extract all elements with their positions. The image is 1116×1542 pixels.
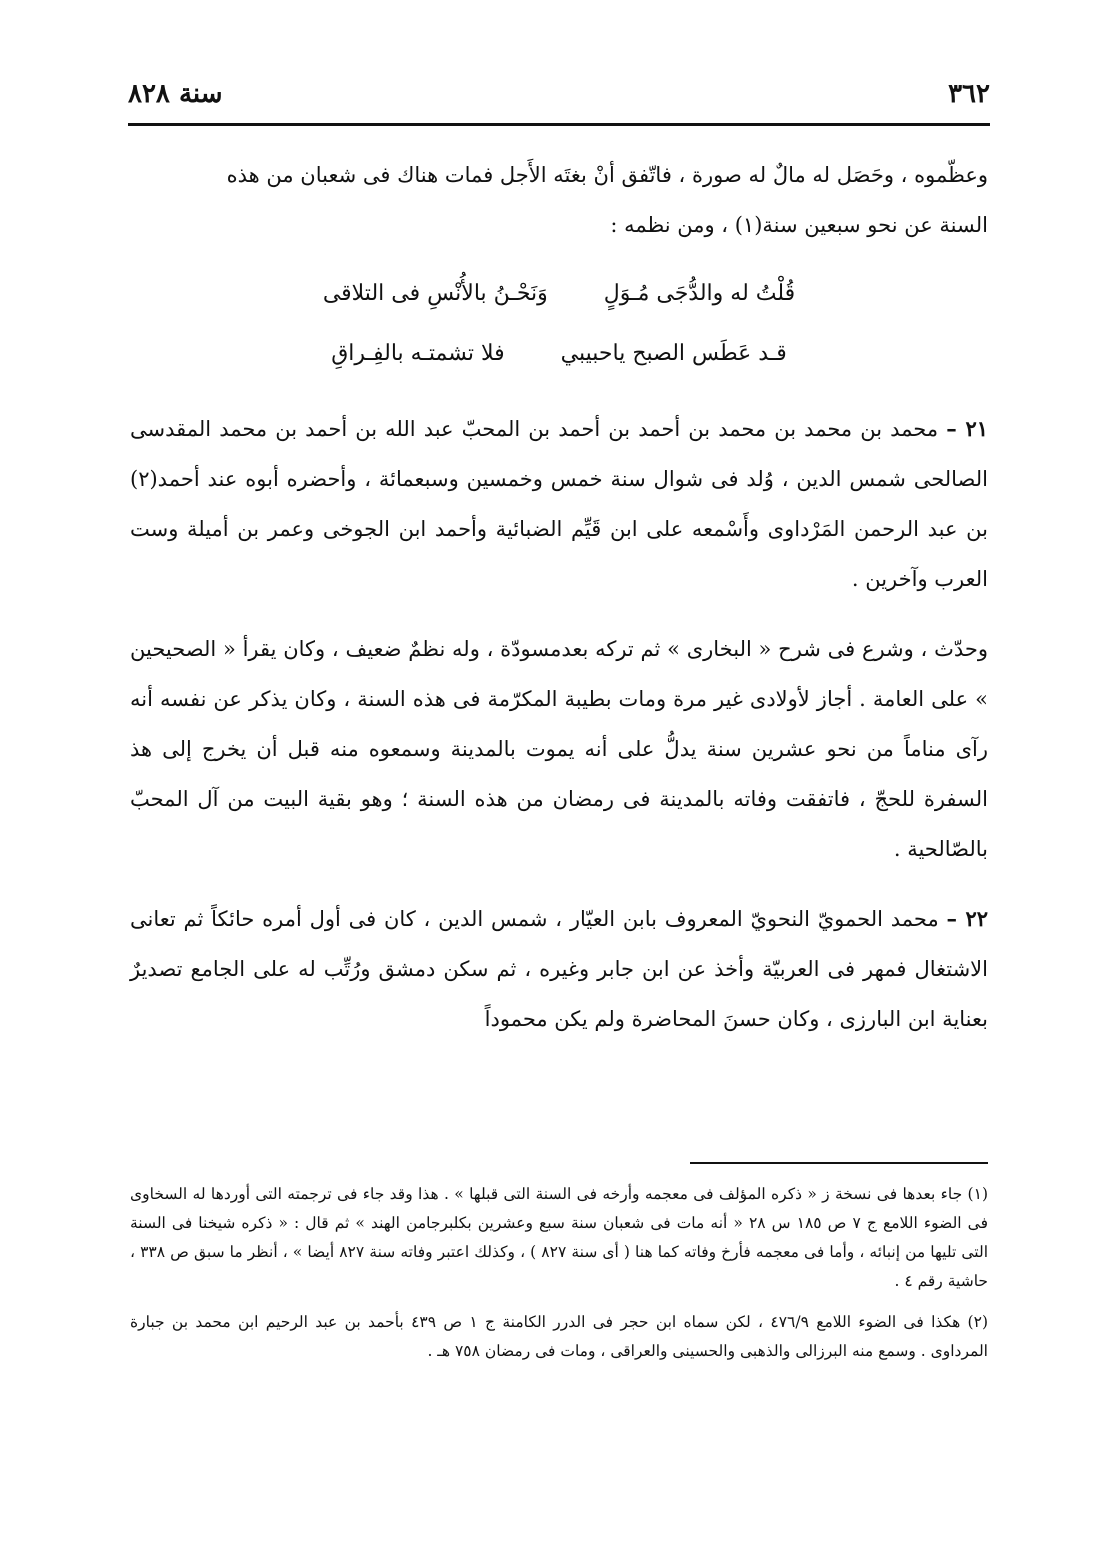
footnotes [130, 1180, 988, 1366]
header-rule [128, 123, 990, 126]
entry-22-paragraph-1 [130, 894, 988, 1044]
footnote-2: (٢) هكذا فى الضوء اللامع ٤٧٦/٩ ، لكن سماه ابن حجر فى الدرر الكامنة ج ١ ص ٤٣٩ بأحمد بن عبد الرحيم ابن محمد بن جبارة المرداوى . وسمع منه البرزالى والذهبى والحسينى والعراقى ، ومات فى رمضان ٧٥٨ هـ . [130, 1313, 988, 1360]
intro-line-1: وعظّموه ، وحَصَل له مالٌ له صورة ، فاتّفق أنْ بغتَه الأَجل فمات هناك فى شعبان من هذه [226, 163, 988, 187]
verse-hemistich-first: قـد عَطَس الصبح ياحبيبي [560, 341, 787, 366]
year-heading: سنة ٨٢٨ [128, 79, 223, 109]
entry-number: ٢٢ – [946, 906, 988, 931]
page-number: ٣٦٢ [948, 79, 990, 109]
entry-text: محمد بن محمد بن محمد بن أحمد بن أحمد بن المحبّ عبد الله بن أحمد بن محمد المقدسى الصالحى شمس الدين ، وُلد فى شوال سنة خمس وخمسين وسبعمائة ، وأحضره أبوه عند أحمد(٢) بن عبد الرحمن المَرْداوى وأَسْمعه على ابن قَيِّم الضبائية وأحمد ابن الجوخى وعمر بن أميلة وست العرب وآخرين . [130, 417, 988, 591]
verse-hemistich-first: قُلْتُ له والدُّجَى مُـوَلٍ [603, 281, 796, 306]
entry-21-paragraph-2: وحدّث ، وشرع فى شرح « البخارى » ثم تركه بعدمسودّة ، وله نظمٌ ضعيف ، وكان يقرأ « الصحيحين » على العامة . أجاز لأولادى غير مرة ومات بطيبة المكرّمة فى هذه السنة ، وكان يذكر عن نفسه أنه رآى مناماً من نحو عشرين سنة يدلُّ على أنه يموت بالمدينة وسمعوه منه قبل أن يخرج إلى هذ السفرة للحجّ ، فاتفقت وفاته بالمدينة فى رمضان من هذه السنة ؛ وهو بقية البيت من آل المحبّ بالصّالحية . [130, 637, 988, 861]
running-header [128, 70, 990, 118]
entry-text: محمد الحمويّ النحويّ المعروف بابن العيّار ، شمس الدين ، كان فى أول أمره حائكاً ثم تعانى الاشتغال فمهر فى العربيّة وأخذ عن ابن جابر وغيره ، ثم سكن دمشق ورُتِّب له على الجامع تصديرٌ بعناية ابن البارزى ، وكان حسنَ المحاضرة ولم يكن محموداً [130, 907, 988, 1031]
footnote-rule [690, 1162, 988, 1164]
entry-number: ٢١ – [946, 416, 989, 441]
entry-21-paragraph-1 [130, 404, 988, 604]
main-text [130, 150, 988, 1044]
intro-line-2: السنة عن نحو سبعين سنة(١) ، ومن نظمه : [610, 213, 988, 237]
verse-hemistich-second: وَنَحْـنُ بالأُنْسِ فى التلاقى [322, 281, 548, 306]
verse-line [130, 324, 988, 384]
poem [130, 264, 988, 384]
footnote-1: (١) جاء بعدها فى نسخة ز « ذكره المؤلف فى معجمه وأرخه فى السنة التى قبلها » . هذا وقد جاء فى ترجمته التى أوردها له السخاوى فى الضوء اللامع ج ٧ ص ١٨٥ س ٢٨ « أنه مات فى شعبان سنة سبع وعشرين بكلبرجامن الهند » ثم قال : « ذكره شيخنا فى السنة التى تليها من إنبائه ، وأما فى معجمه فأرخ وفاته كما هنا ( أى سنة ٨٢٧ ) ، وكذلك اعتبر وفاته سنة ٨٢٧ أيضا » ، أنظر ما سبق ص ٣٣٨ ، حاشية رقم ٤ . [130, 1185, 989, 1290]
verse-line [130, 264, 988, 324]
verse-hemistich-second: فلا تشمتـه بالفِـراقِ [331, 341, 505, 366]
